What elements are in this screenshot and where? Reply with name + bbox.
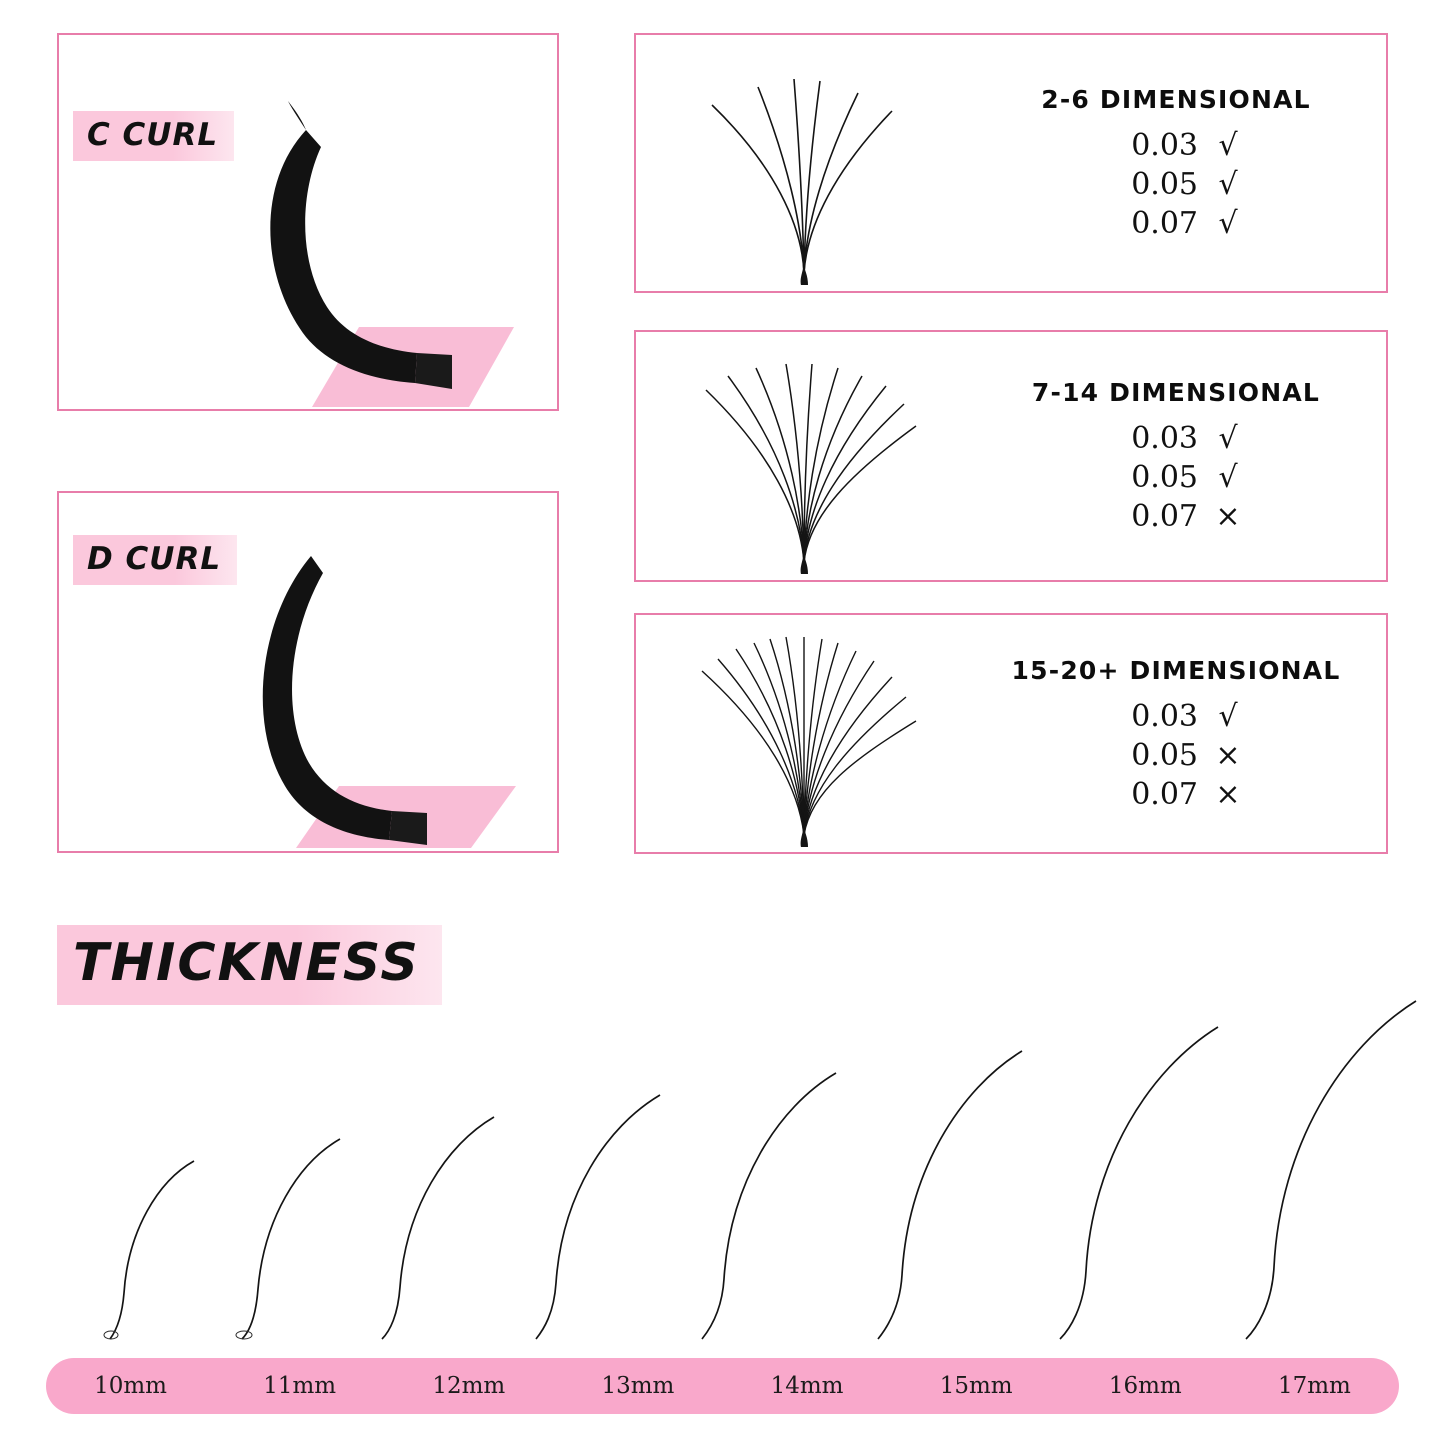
- thickness-value: 0.05: [1131, 460, 1198, 495]
- thickness-value: 0.07: [1131, 206, 1198, 241]
- size-label-12mm: 12mm: [432, 1373, 506, 1399]
- thickness-value: 0.07: [1131, 499, 1198, 534]
- fan-graphic: [654, 45, 954, 285]
- dimensional-info-15-20: [966, 615, 1386, 852]
- availability-row: [1094, 206, 1258, 241]
- availability-row: [1094, 460, 1258, 495]
- thickness-availability-list: [1094, 699, 1258, 812]
- thickness-availability-list: [1094, 128, 1258, 241]
- availability-mark: √: [1218, 167, 1238, 202]
- dimensional-panel-2-6: [634, 33, 1388, 293]
- fan-illustration-2-6: [654, 45, 954, 281]
- c-curl-illustration: [59, 35, 557, 409]
- thickness-availability-list: [1094, 421, 1258, 534]
- availability-row: [1094, 777, 1258, 812]
- dimensional-panel-7-14: [634, 330, 1388, 582]
- availability-mark: √: [1218, 128, 1238, 163]
- size-label-11mm: 11mm: [263, 1373, 337, 1399]
- availability-mark: ×: [1215, 737, 1241, 773]
- availability-mark: √: [1218, 421, 1238, 456]
- availability-mark: √: [1218, 698, 1238, 734]
- size-label-13mm: 13mm: [601, 1373, 675, 1399]
- size-label-15mm: 15mm: [939, 1373, 1013, 1399]
- availability-mark: ×: [1215, 776, 1241, 812]
- fan-graphic: [654, 625, 954, 847]
- thickness-section-label: THICKNESS: [57, 925, 442, 1005]
- length-size-bar: [46, 1358, 1399, 1414]
- lash-17mm: [1166, 989, 1445, 1345]
- dimensional-info-2-6: [966, 35, 1386, 291]
- availability-mark: √: [1218, 206, 1238, 241]
- dimensional-title: 7-14 DIMENSIONAL: [1031, 378, 1321, 407]
- dimensional-title: 15-20+ DIMENSIONAL: [1011, 655, 1341, 685]
- lash-length-illustrations: [46, 975, 1401, 1345]
- dimensional-title: 2-6 DIMENSIONAL: [1041, 85, 1311, 114]
- size-label-17mm: 17mm: [1277, 1373, 1351, 1399]
- thickness-value: 0.03: [1131, 421, 1198, 456]
- size-label-16mm: 16mm: [1108, 1373, 1182, 1399]
- availability-row: [1094, 128, 1258, 163]
- c-curl-lash-graphic: [59, 35, 557, 409]
- availability-mark: √: [1218, 460, 1238, 495]
- availability-row: [1094, 499, 1258, 534]
- thickness-value: 0.05: [1131, 737, 1198, 773]
- c-curl-panel: [57, 33, 559, 411]
- c-curl-label: C CURL: [73, 111, 234, 161]
- availability-row: [1094, 167, 1258, 202]
- size-label-10mm: 10mm: [94, 1373, 167, 1399]
- fan-illustration-7-14: [654, 342, 954, 570]
- thickness-value: 0.03: [1131, 128, 1198, 163]
- fan-illustration-15-20: [654, 625, 954, 842]
- dimensional-info-7-14: [966, 332, 1386, 580]
- availability-row: [1094, 699, 1258, 734]
- availability-row: [1094, 738, 1258, 773]
- availability-mark: ×: [1215, 499, 1241, 534]
- size-label-14mm: 14mm: [770, 1373, 844, 1399]
- thickness-value: 0.03: [1131, 698, 1198, 734]
- availability-row: [1094, 421, 1258, 456]
- dimensional-panel-15-20: [634, 613, 1388, 854]
- thickness-value: 0.07: [1131, 776, 1198, 812]
- thickness-value: 0.05: [1131, 167, 1198, 202]
- d-curl-panel: [57, 491, 559, 853]
- d-curl-label: D CURL: [73, 535, 237, 585]
- fan-graphic: [654, 342, 954, 574]
